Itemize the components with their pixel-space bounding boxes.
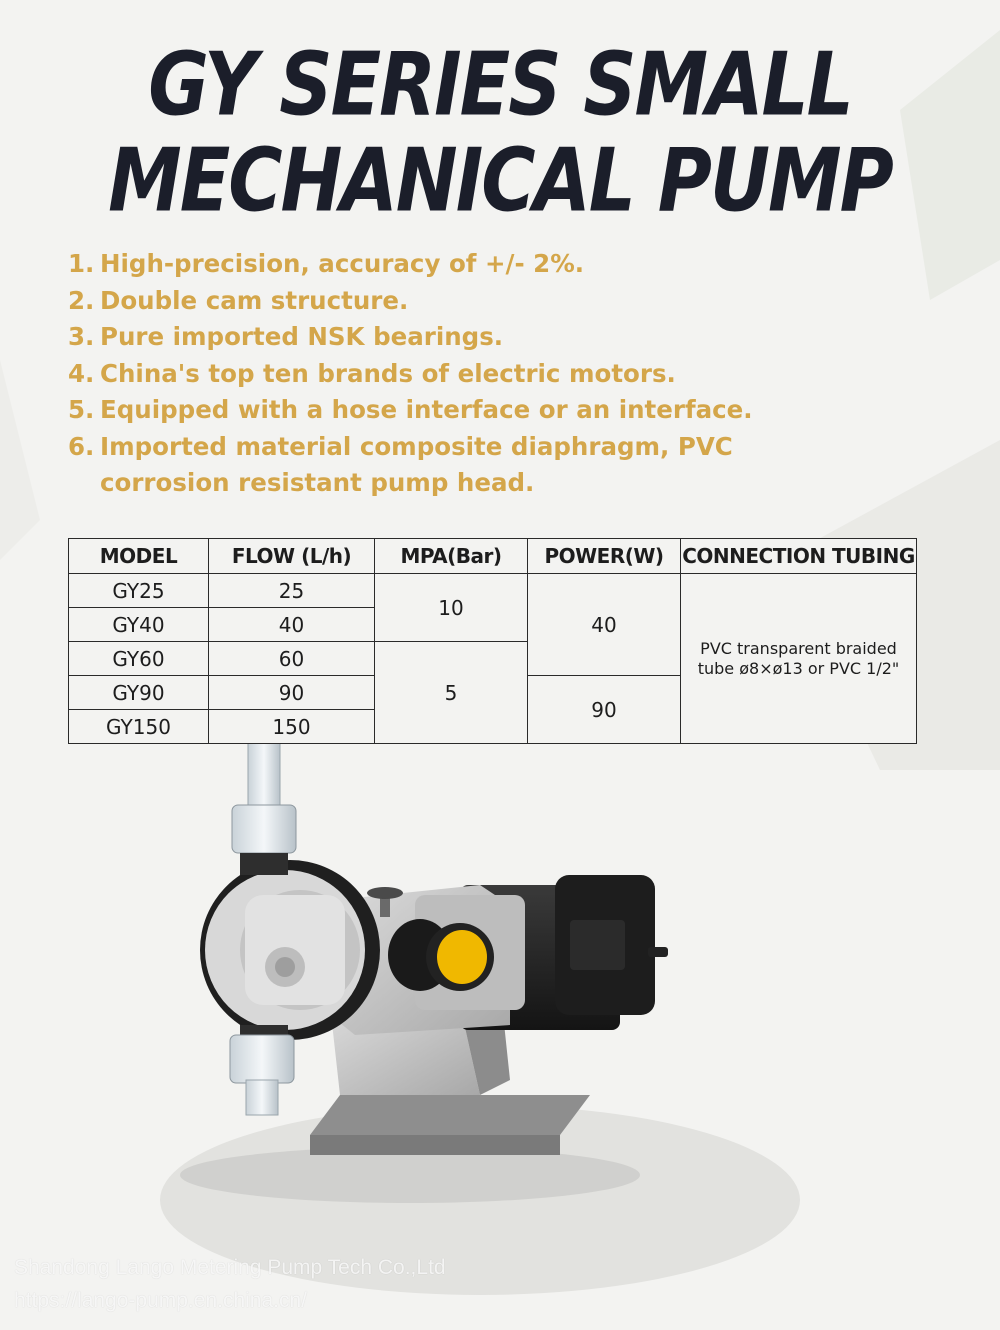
model-cell: GY150 — [69, 710, 209, 744]
feature-number: 5. — [68, 395, 95, 424]
page-title-line-1: GY SERIES SMALL — [148, 34, 852, 136]
column-header-tubing: CONNECTION TUBING — [681, 539, 917, 574]
feature-text: Pure imported NSK bearings. — [100, 322, 504, 351]
flow-cell: 25 — [209, 574, 375, 608]
table-row — [69, 574, 917, 608]
feature-number: 2. — [68, 285, 95, 315]
spec-table — [68, 538, 917, 744]
feature-number: 6. — [68, 431, 95, 461]
pressure-cell: 5 — [375, 642, 528, 744]
feature-text: Equipped with a hose interface or an interface. — [100, 395, 753, 424]
power-cell: 40 — [528, 574, 681, 676]
feature-item — [68, 392, 780, 429]
column-header-pressure: MPA(Bar) — [375, 539, 528, 574]
model-cell: GY90 — [69, 676, 209, 710]
power-cell: 90 — [528, 676, 681, 744]
product-image — [160, 735, 700, 1205]
flow-cell: 40 — [209, 608, 375, 642]
model-cell: GY60 — [69, 642, 209, 676]
feature-text: Double cam structure. — [100, 285, 409, 315]
page-title-line-2: MECHANICAL PUMP — [108, 130, 892, 232]
feature-list — [68, 246, 780, 502]
feature-text: Imported material composite diaphragm, PVC corrosion resistant pump head. — [100, 431, 733, 497]
feature-text: China's top ten brands of electric motors. — [100, 358, 676, 388]
feature-item — [68, 283, 780, 320]
feature-item — [68, 319, 780, 356]
feature-number: 4. — [68, 358, 95, 388]
column-header-power: POWER(W) — [528, 539, 681, 574]
feature-number: 3. — [68, 322, 95, 351]
feature-number: 1. — [68, 249, 95, 278]
watermark-url: https://lango-pump.en.china.cn/ — [14, 1289, 308, 1312]
table-header-row — [69, 539, 917, 574]
feature-item — [68, 429, 780, 502]
pressure-cell: 10 — [375, 574, 528, 642]
feature-item — [68, 356, 780, 393]
feature-text: High-precision, accuracy of +/- 2%. — [100, 249, 585, 278]
flow-cell: 60 — [209, 642, 375, 676]
column-header-model: MODEL — [69, 539, 209, 574]
flow-cell: 150 — [209, 710, 375, 744]
model-cell: GY40 — [69, 608, 209, 642]
flow-cell: 90 — [209, 676, 375, 710]
watermark-company: Shandong Lango Metering Pump Tech Co.,Ltd — [14, 1256, 446, 1279]
feature-item — [68, 246, 780, 283]
tubing-cell: PVC transparent braided tube ø8×ø13 or PVC 1/2" — [681, 574, 917, 744]
column-header-flow: FLOW (L/h) — [209, 539, 375, 574]
model-cell: GY25 — [69, 574, 209, 608]
